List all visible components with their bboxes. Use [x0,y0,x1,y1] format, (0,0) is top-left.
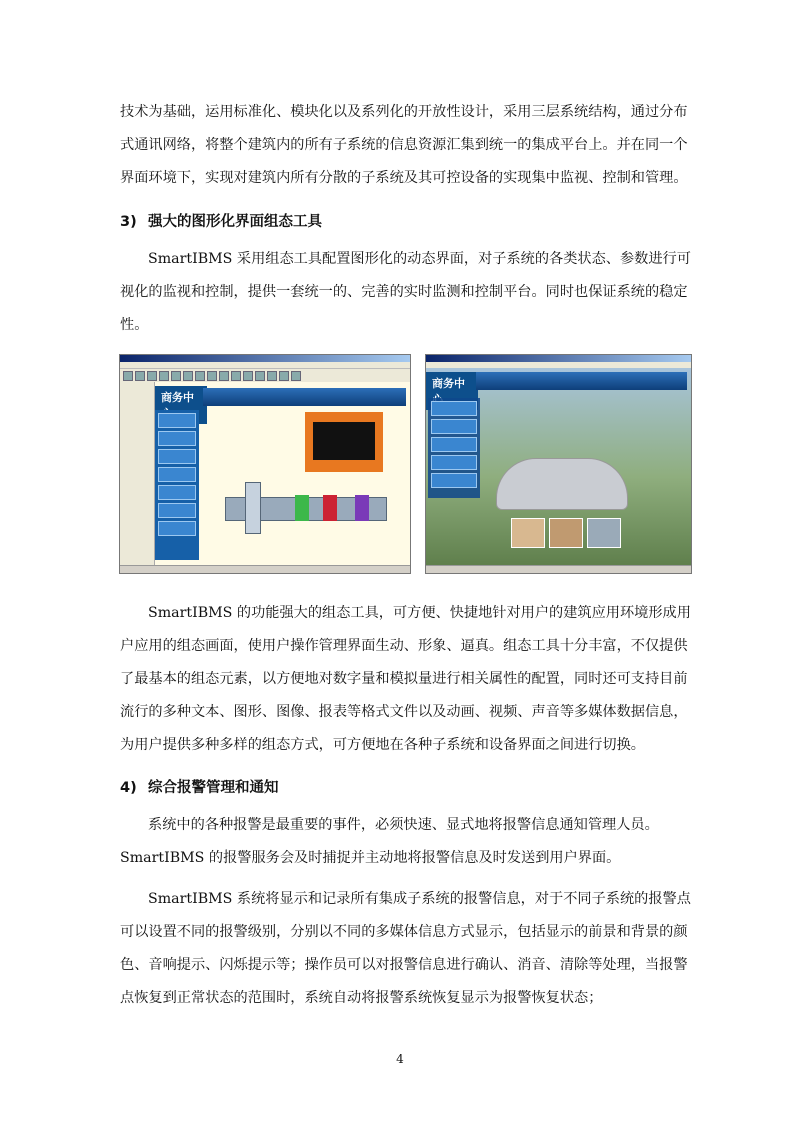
screenshot-config-tool [119,354,411,574]
paragraph-alarm-intro [120,809,685,875]
text-line: SmartIBMS 的功能强大的组态工具，可方便、快捷地针对用户的建筑应用环境形成用 [148,605,691,621]
paragraph-config-features [120,597,691,762]
menu-bar [120,362,410,369]
section-heading-3 [120,210,322,231]
status-bar [120,565,410,573]
banner [476,372,687,390]
section-heading-4 [120,776,279,797]
text-line: SmartIBMS 系统将显示和记录所有集成子系统的报警信息，对于不同子系统的报警点 [148,891,691,907]
paragraph-alarm-handling [120,883,691,1015]
hvac-diagram [215,477,405,547]
chart-panel [305,412,383,472]
panel-title: 商务中 [155,386,207,424]
banner [203,388,406,406]
window-titlebar [426,355,691,362]
toolbar [120,369,410,383]
text-line: 色、音响提示、闪烁提示等；操作员可以对报警信息进行确认、消音、清除等处理，当报警 [120,957,688,973]
text-line: 为用户提供多种多样的组态方式，可方便地在各种子系统和设备界面之间进行切换。 [120,737,645,753]
status-bar [426,565,691,573]
text-line: 了最基本的组态元素，以方便地对数字量和模拟量进行相关属性的配置，同时还可支持目前 [120,671,688,687]
text-line: 点恢复到正常状态的范围时，系统自动将报警系统恢复显示为报警恢复状态； [120,990,603,1006]
tool-palette [120,382,155,566]
paragraph-architecture [120,96,688,195]
panel-title: 商务中 [426,372,478,410]
text-line: 视化的监视和控制，提供一套统一的、完善的实时监测和控制平台。同时也保证系统的稳定 [120,284,688,300]
heading-number: 4) [120,780,137,796]
text-line: 可以设置不同的报警级别，分别以不同的多媒体信息方式显示，包括显示的前景和背景的颜 [120,924,688,940]
paragraph-graphical-tools [120,243,691,342]
text-line: SmartIBMS 采用组态工具配置图形化的动态界面，对子系统的各类状态、参数进行可 [148,251,691,267]
text-line: 式通讯网络，将整个建筑内的所有子系统的信息资源汇集到统一的集成平台上。并在同一个 [120,137,688,153]
text-line: 系统中的各种报警是最重要的事件，必须快速、显式地将报警信息通知管理人员。 [148,817,659,833]
nav-menu [428,398,480,498]
thumbnail-images [511,518,621,548]
text-line: 户应用的组态画面，使用户操作管理界面生动、形象、逼真。组态工具十分丰富，不仅提供 [120,638,688,654]
heading-number: 3) [120,214,137,230]
nav-menu [155,410,199,560]
text-line: 技术为基础，运用标准化、模块化以及系列化的开放性设计，采用三层系统结构，通过分布 [120,104,688,120]
page-number: 4 [396,1052,404,1066]
text-line: SmartIBMS 的报警服务会及时捕捉并主动地将报警信息及时发送到用户界面。 [120,850,621,866]
text-line: 流行的多种文本、图形、图像、报表等格式文件以及动画、视频、声音等多媒体数据信息， [120,704,688,720]
building-render [426,368,691,566]
heading-title: 强大的图形化界面组态工具 [148,214,322,230]
screenshot-runtime-view [425,354,692,574]
text-line: 界面环境下，实现对建筑内所有分散的子系统及其可控设备的实现集中监视、控制和管理。 [120,170,688,186]
heading-title: 综合报警管理和通知 [148,780,279,796]
canvas [155,382,410,566]
building-roof [496,458,628,510]
window-titlebar [120,355,410,362]
text-line: 性。 [120,317,149,333]
